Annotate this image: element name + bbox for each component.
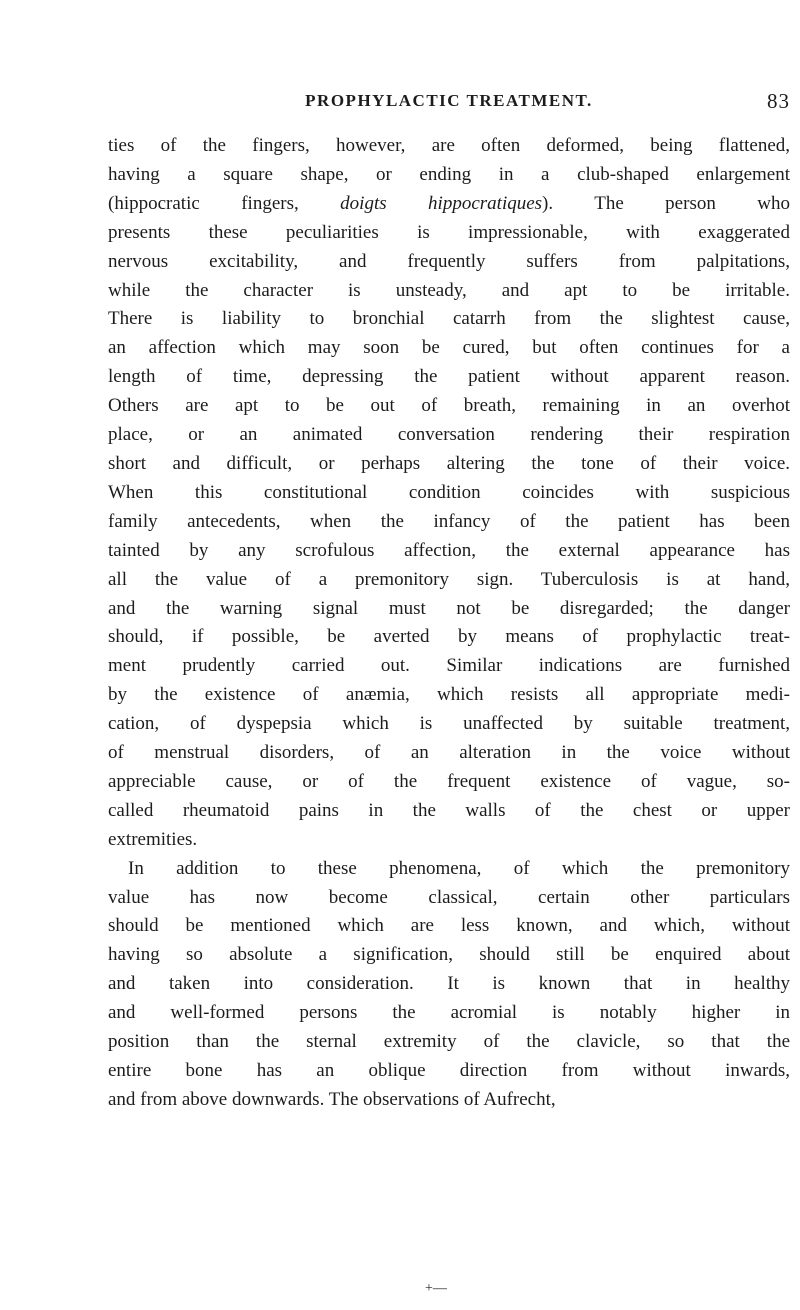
text-line: position than the sternal extremity of the clavicle, so that the [108, 1031, 790, 1053]
running-title: PROPHYLACTIC TREATMENT. [305, 91, 593, 110]
text-line: tainted by any scrofulous affection, the external appearance has [108, 539, 790, 561]
paragraph [108, 132, 790, 855]
text-line: ment prudently carried out. Similar indications are furnished [108, 655, 790, 677]
text-line: entire bone has an oblique direction from without inwards, [108, 1060, 790, 1081]
text-line: ties of the fingers, however, are often deformed, being flattened, [108, 135, 790, 156]
body-text [108, 132, 790, 1115]
text-line: cation, of dyspepsia which is unaffected by suitable treatment, [108, 713, 790, 735]
text-line: appreciable cause, or of the frequent existence of vague, so- [108, 770, 790, 792]
text-line: Others are apt to be out of breath, remaining in an overhot [108, 395, 790, 417]
text-line: having so absolute a signification, should still be enquired about [108, 944, 790, 966]
paragraph [108, 855, 790, 1115]
text-line: short and difficult, or perhaps altering the tone of their voice. [108, 452, 790, 474]
text-line: and well-formed persons the acromial is notably higher in [108, 1002, 790, 1024]
page-number: 83 [767, 89, 790, 113]
text-line: There is liability to bronchial catarrh from the slightest cause, [108, 308, 790, 330]
text-line: by the existence of anæmia, which resists all appropriate medi- [108, 684, 790, 706]
text-line: and the warning signal must not be disregarded; the danger [108, 597, 790, 619]
text-line: an affection which may soon be cured, but often continues for a [108, 337, 790, 359]
italic-phrase: doigts hippocratiques [340, 192, 543, 214]
text-line: presents these peculiarities is impressionable, with exaggerated [108, 221, 790, 243]
text-line: of menstrual disorders, of an alteration in the voice without [108, 742, 790, 764]
text-line: extremities. [108, 828, 198, 850]
text-line: having a square shape, or ending in a club-shaped enlargement [108, 163, 790, 185]
text-line: and from above downwards. The observations of Aufrecht, [108, 1088, 556, 1110]
text-line: length of time, depressing the patient without apparent reason. [108, 366, 790, 388]
page-footer-mark: +— [425, 1281, 447, 1296]
text-line: should be mentioned which are less known, and which, without [108, 915, 790, 937]
text-line: should, if possible, be averted by means of prophylactic treat- [108, 626, 790, 648]
text-line: while the character is unsteady, and apt to be irritable. [108, 279, 790, 301]
text-line: and taken into consideration. It is known that in healthy [108, 973, 790, 995]
text-line: value has now become classical, certain other particulars [108, 886, 790, 908]
text-line: all the value of a premonitory sign. Tuberculosis is at hand, [108, 568, 790, 590]
text-line: (hippocratic fingers, doigts hippocratiques). The person who [108, 192, 790, 214]
text-line: nervous excitability, and frequently suffers from palpitations, [108, 250, 790, 272]
text-line: family antecedents, when the infancy of the patient has been [108, 510, 790, 532]
text-line: In addition to these phenomena, of which the premonitory [128, 857, 790, 879]
text-line: place, or an animated conversation rendering their respiration [108, 424, 790, 446]
running-head [108, 88, 790, 114]
text-line: called rheumatoid pains in the walls of the chest or upper [108, 799, 790, 821]
text-line: When this constitutional condition coincides with suspicious [108, 481, 790, 503]
